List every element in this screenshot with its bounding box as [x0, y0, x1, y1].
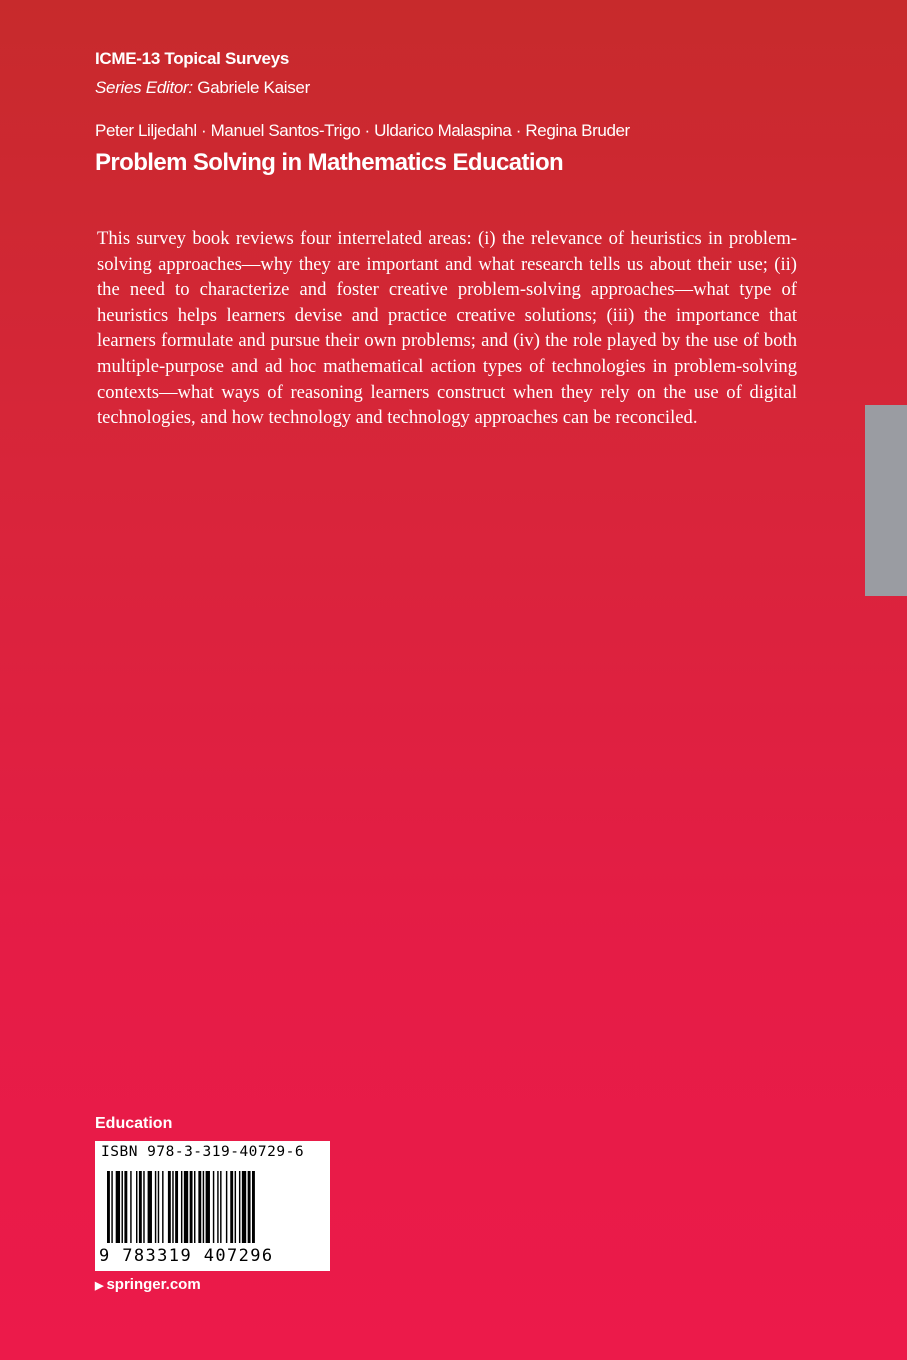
book-title: Problem Solving in Mathematics Education: [95, 149, 564, 176]
barcode-bar: [235, 1171, 236, 1243]
spine-tab: [865, 405, 907, 596]
barcode-bar: [239, 1171, 240, 1243]
barcode: [95, 1141, 330, 1271]
website-link[interactable]: [95, 1276, 201, 1293]
barcode-bar: [162, 1171, 163, 1243]
barcode-bar: [136, 1171, 137, 1243]
barcode-bar: [143, 1171, 144, 1243]
barcode-bar: [107, 1171, 110, 1243]
barcode-bar: [116, 1171, 120, 1243]
barcode-bar: [190, 1171, 193, 1243]
barcode-bar: [181, 1171, 182, 1243]
barcode-bar: [198, 1171, 201, 1243]
barcode-bar: [220, 1171, 221, 1243]
barcode-bar: [230, 1171, 233, 1243]
barcode-bar: [203, 1171, 204, 1243]
barcode-bar: [139, 1171, 142, 1243]
barcode-bar: [130, 1171, 131, 1243]
isbn-text: ISBN 978-3-319-40729-6: [101, 1144, 305, 1160]
series-editor: [95, 78, 310, 98]
series-editor-name: Gabriele Kaiser: [197, 78, 310, 97]
blurb-text: This survey book reviews four interrelated areas: (i) the relevance of heuristics in problem-solving approaches—why they are important and what research tells us about their use; (ii) the need to characterize and foster creative problem-solving approaches—what type of heuristics helps learners devise and practice creative solutions; (iii) the importance that learners formulate and pursue their own problems; and (iv) the role played by the use of both multiple-purpose and ad hoc mathematical action types of technologies in problem-solving contexts—what ways of reasoning learners construct when they rely on the use of digital technologies, and how technology and technology approaches can be reconciled.: [97, 228, 797, 429]
barcode-bar: [242, 1171, 246, 1243]
barcode-bar: [155, 1171, 156, 1243]
barcode-bar: [217, 1171, 218, 1243]
ean-digits: 9 783319 407296: [99, 1246, 274, 1266]
barcode-bar: [252, 1171, 255, 1243]
barcode-bar: [111, 1171, 112, 1243]
website-label: springer.com: [106, 1276, 201, 1293]
barcode-bar: [158, 1171, 159, 1243]
barcode-bar: [122, 1171, 123, 1243]
barcode-bar: [148, 1171, 152, 1243]
series-title: ICME-13 Topical Surveys: [95, 49, 290, 68]
barcode-bar: [213, 1171, 214, 1243]
barcode-bars: [95, 1169, 330, 1249]
barcode-bar: [194, 1171, 195, 1243]
authors: Peter Liljedahl · Manuel Santos-Trigo · Uldarico Malaspina · Regina Bruder: [95, 121, 630, 140]
barcode-bar: [226, 1171, 227, 1243]
triangle-right-icon: ▶: [95, 1280, 104, 1292]
barcode-bar: [124, 1171, 127, 1243]
barcode-bar: [184, 1171, 188, 1243]
series-editor-label: Series Editor:: [95, 78, 193, 97]
barcode-bar: [168, 1171, 171, 1243]
barcode-bar: [175, 1171, 178, 1243]
barcode-bar: [248, 1171, 251, 1243]
subject-label: Education: [95, 1115, 173, 1132]
barcode-bar: [206, 1171, 210, 1243]
barcode-bar: [172, 1171, 173, 1243]
